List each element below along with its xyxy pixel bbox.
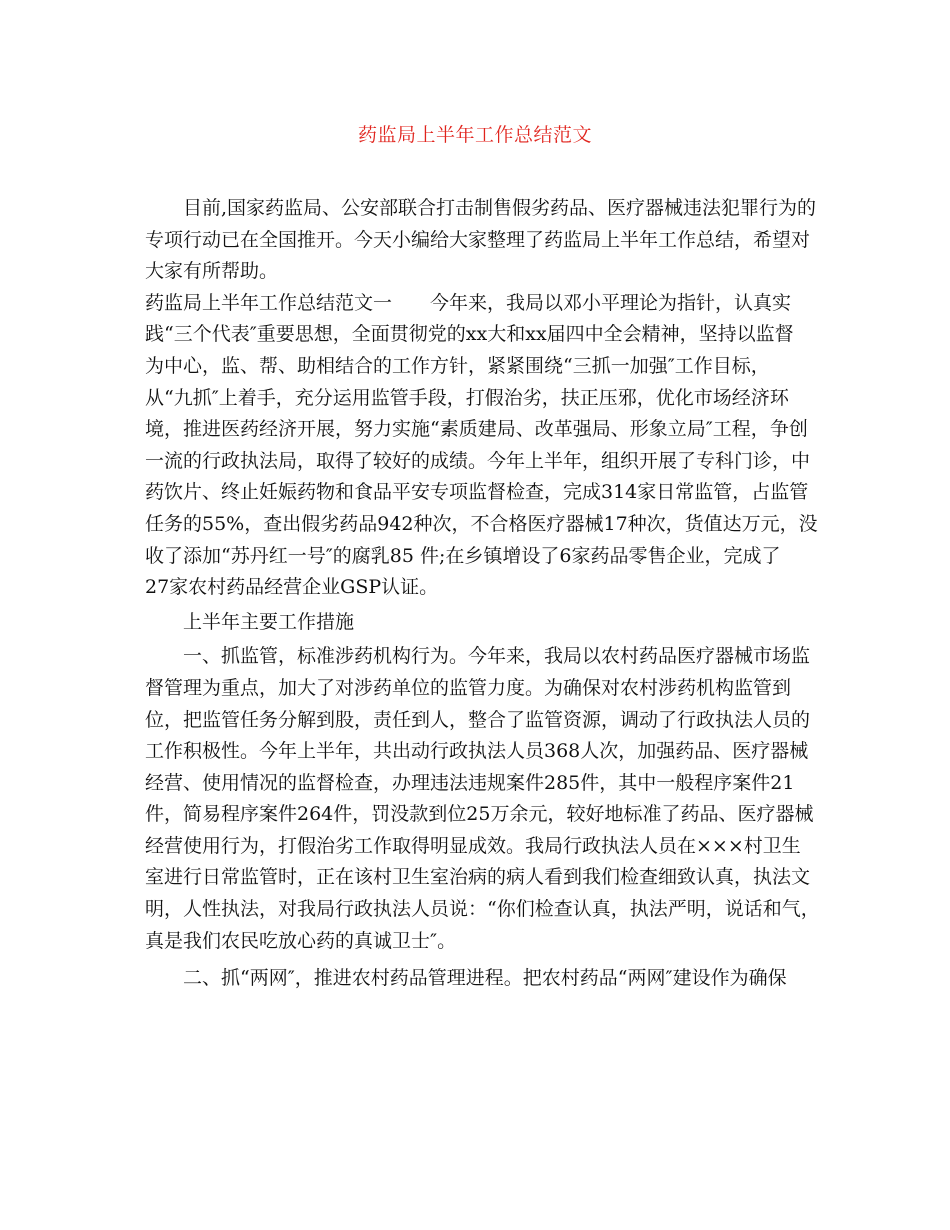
paragraph-line: 件，简易程序案件264件，罚没款到位25万余元，较好地标准了药品、医疗器械 — [145, 803, 814, 826]
paragraph-line: 践“三个代表″重要思想，全面贯彻党的xx大和xx届四中全会精神，坚持以监督 — [145, 323, 794, 346]
document-title: 药监局上半年工作总结范文 — [357, 124, 592, 146]
paragraph-line: 经营、使用情况的监督检查，办理违法违规案件285件，其中一般程序案件21 — [145, 771, 795, 794]
paragraph-line: 真是我们农民吃放心药的真诚卫士″。 — [145, 929, 457, 952]
paragraph-line: 大家有所帮助。 — [145, 260, 279, 283]
paragraph-line: 为中心，监、帮、助相结合的工作方针，紧紧围绕“三抓一加强″工作目标， — [145, 354, 770, 377]
paragraph-line: 工作积极性。今年上半年，共出动行政执法人员368人次，加强药品、医疗器械 — [145, 740, 809, 763]
paragraph-line: 27家农村药品经营企业GSP认证。 — [145, 576, 439, 599]
paragraph-line: 药监局上半年工作总结范文一 今年来，我局以邓小平理论为指针，认真实 — [145, 291, 792, 314]
document-body — [145, 193, 820, 995]
paragraph-line: 室进行日常监管时，正在该村卫生室治病的病人看到我们检查细致认真，执法文 — [145, 866, 811, 889]
paragraph-line: 督管理为重点，加大了对涉药单位的监管力度。为确保对农村涉药机构监管到 — [145, 676, 792, 699]
paragraph-line: 一、抓监管，标准涉药机构行为。今年来，我局以农村药品医疗器械市场监 — [183, 645, 811, 668]
paragraph-line: 二、抓“两网″，推进农村药品管理进程。把农村药品“两网″建设作为确保 — [183, 967, 787, 990]
paragraph-line: 目前,国家药监局、公安部联合打击制售假劣药品、医疗器械违法犯罪行为的 — [183, 197, 817, 219]
paragraph-line: 收了添加“苏丹红一号″的腐乳85 件;在乡镇增设了6家药品零售企业，完成了 — [145, 544, 781, 567]
paragraph-line: 一流的行政执法局，取得了较好的成绩。今年上半年，组织开展了专科门诊，中 — [145, 449, 811, 472]
paragraph-line: 经营使用行为，打假治劣工作取得明显成效。我局行政执法人员在×××村卫生 — [145, 834, 801, 857]
paragraph-line: 药饮片、终止妊娠药物和食品平安专项监督检查，完成314家日常监管，占监管 — [145, 481, 809, 504]
paragraph-line: 任务的55%，查出假劣药品942种次，不合格医疗器械17种次，货值达万元，没 — [145, 512, 818, 535]
paragraph-line: 明，人性执法，对我局行政执法人员说：“你们检查认真，执法严明，说话和气， — [145, 898, 820, 921]
paragraph-line: 位，把监管任务分解到股，责任到人，整合了监管资源，调动了行政执法人员的 — [145, 708, 811, 731]
paragraph-line: 专项行动已在全国推开。今天小编给大家整理了药监局上半年工作总结，希望对 — [145, 228, 811, 251]
paragraph-line: 境，推进医药经济开展，努力实施“素质建局、改革强局、形象立局″工程，争创 — [145, 418, 808, 441]
section-heading: 上半年主要工作措施 — [183, 610, 355, 633]
paragraph-line: 从“九抓″上着手，充分运用监管手段，打假治劣，扶正压邪，优化市场经济环 — [145, 386, 789, 409]
